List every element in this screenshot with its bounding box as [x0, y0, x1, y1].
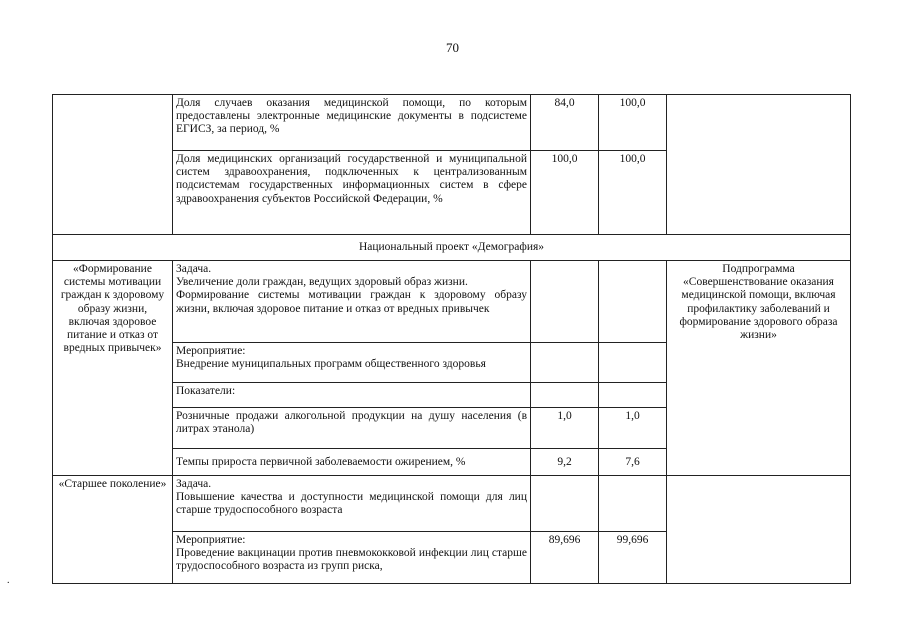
empty-value-cell: [531, 343, 599, 383]
task-line-2: Формирование системы мотивации граждан к здоровому образу жизни, включая здоровое питание и отказ от вредных привычек: [176, 289, 527, 315]
indicator-obesity-value-2: 7,6: [599, 449, 667, 476]
table-row: [53, 95, 851, 151]
task-older-text: Повышение качества и доступности медицинской помощи для лиц старше трудоспособного возраста: [176, 491, 527, 517]
page-number: 70: [446, 40, 459, 55]
empty-value-cell: [599, 383, 667, 408]
empty-value-cell: [599, 261, 667, 343]
measure-label: Мероприятие:: [176, 345, 246, 357]
empty-value-cell: [599, 343, 667, 383]
empty-subprogram-cell: [667, 476, 851, 584]
indicator-alcohol-value-2: 1,0: [599, 408, 667, 449]
measure-older-value-2: 99,696: [599, 532, 667, 584]
measure-motivation-cell: [173, 343, 531, 383]
program-table: [52, 94, 851, 584]
task-motivation-cell: [173, 261, 531, 343]
empty-subprogram-cell: [667, 95, 851, 235]
task-line-1: Увеличение доли граждан, ведущих здоровый образ жизни.: [176, 276, 468, 289]
indicator-mo-value-1: 100,0: [531, 151, 599, 235]
indicators-label: Показатели:: [173, 383, 531, 408]
indicator-ehr-value-2: 100,0: [599, 95, 667, 151]
table-row: [53, 261, 851, 343]
task-label: Задача.: [176, 478, 212, 490]
task-older-cell: [173, 476, 531, 532]
indicator-mo-text: Доля медицинских организаций государственной и муниципальной систем здравоохранения, подключенных к централизованным подсистемам государственных информационных систем в сфере здравоохранения субъектов Российской Федерации, %: [173, 151, 531, 235]
measure-older-value-1: 89,696: [531, 532, 599, 584]
indicator-ehr-value-1: 84,0: [531, 95, 599, 151]
measure-older-text: Проведение вакцинации против пневмококковой инфекции лиц старше трудоспособного возраста из групп риска,: [176, 547, 527, 573]
table-row: [53, 235, 851, 261]
indicator-alcohol-value-1: 1,0: [531, 408, 599, 449]
indicator-obesity-text: Темпы прироста первичной заболеваемости ожирением, %: [173, 449, 531, 476]
task-label: Задача.: [176, 263, 212, 275]
section-title: Национальный проект «Демография»: [53, 235, 851, 261]
goal-motivation: «Формирование системы мотивации граждан к здоровому образу жизни, включая здоровое питание и отказ от вредных привычек»: [53, 261, 173, 476]
empty-value-cell: [531, 476, 599, 532]
empty-goal-cell: [53, 95, 173, 235]
measure-text: Внедрение муниципальных программ общественного здоровья: [176, 358, 486, 371]
indicator-alcohol-text: Розничные продажи алкогольной продукции на душу населения (в литрах этанола): [173, 408, 531, 449]
subprogram-motivation: Подпрограмма «Совершенствование оказания медицинской помощи, включая профилактику заболеваний и формирование здорового образа жизни»: [667, 261, 851, 476]
empty-value-cell: [531, 383, 599, 408]
empty-value-cell: [599, 476, 667, 532]
indicator-obesity-value-1: 9,2: [531, 449, 599, 476]
goal-older: «Старшее поколение»: [53, 476, 173, 584]
indicator-mo-value-2: 100,0: [599, 151, 667, 235]
empty-value-cell: [531, 261, 599, 343]
measure-older-cell: [173, 532, 531, 584]
table-row: [53, 476, 851, 532]
measure-label: Мероприятие:: [176, 534, 246, 546]
scan-mark: .: [7, 575, 10, 586]
indicator-ehr-text: Доля случаев оказания медицинской помощи, по которым предоставлены электронные медицинские документы в подсистеме ЕГИСЗ, за период, %: [173, 95, 531, 151]
